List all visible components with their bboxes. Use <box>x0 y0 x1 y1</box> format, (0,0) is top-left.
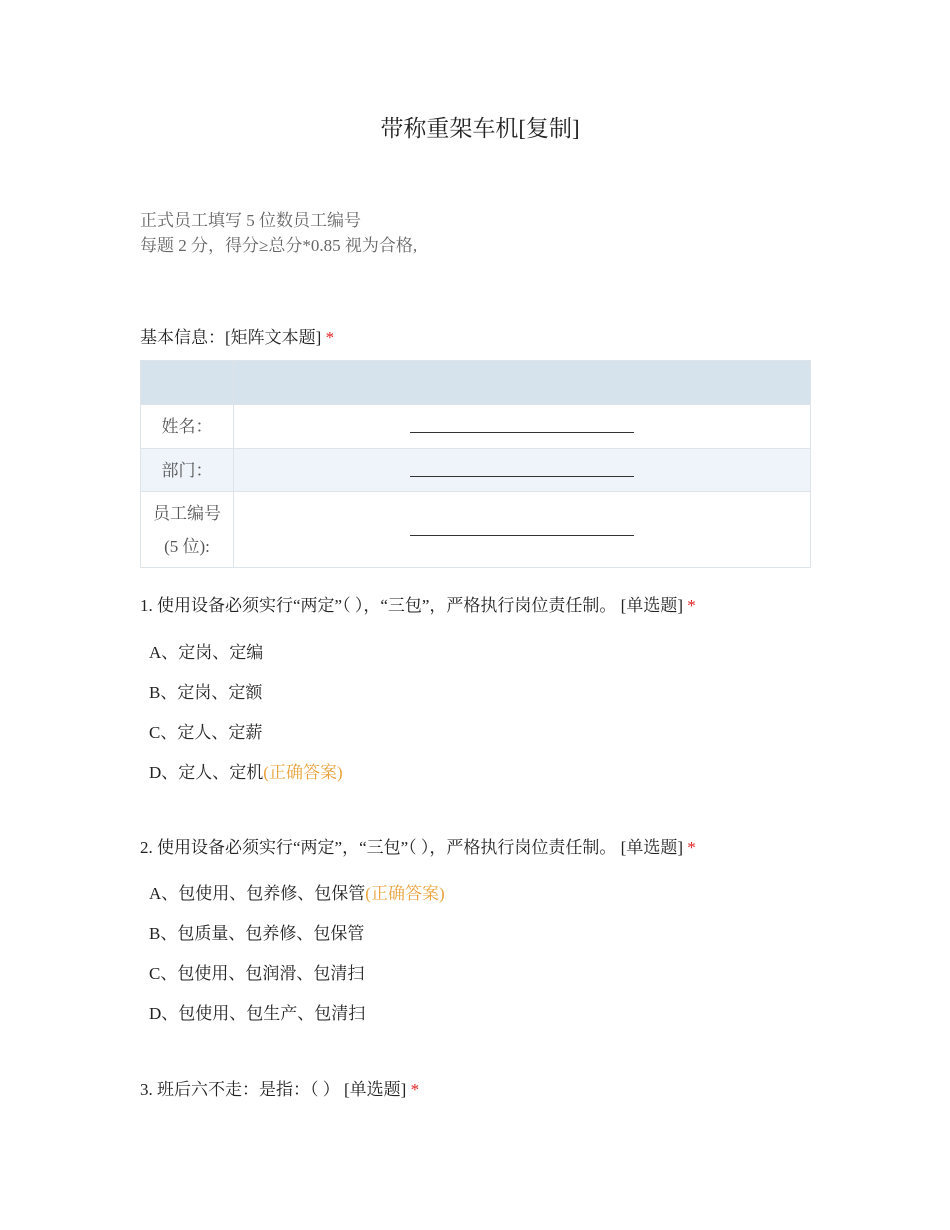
basic-info-title: 基本信息：[矩阵文本题] <box>140 328 322 347</box>
matrix-header-row <box>141 361 811 405</box>
correct-answer-tag: (正确答案) <box>263 763 343 782</box>
employee-id-label-line-2: (5 位): <box>164 536 210 556</box>
question-3-text: 3. 班后六不走：是指：（ ） [单选题] <box>140 1080 407 1099</box>
basic-info-label <box>140 323 334 348</box>
basic-info-matrix <box>140 360 811 568</box>
name-label: 姓名： <box>141 405 234 449</box>
q1-option-b[interactable]: B、定岗、定额 <box>149 683 263 702</box>
employee-id-underline <box>410 535 634 536</box>
intro-line-2: 每题 2 分，得分≥总分*0.85 视为合格, <box>140 236 418 255</box>
question-1-text: 1. 使用设备必须实行“两定”（ ），“三包”，严格执行岗位责任制。 [单选题] <box>140 596 684 615</box>
q2-option-b[interactable]: B、包质量、包养修、包保管 <box>149 924 365 943</box>
name-input[interactable] <box>234 405 811 449</box>
intro-text <box>140 208 417 258</box>
department-input[interactable] <box>234 449 811 492</box>
required-asterisk: * <box>687 838 696 857</box>
department-label: 部门： <box>141 449 234 492</box>
question-2 <box>140 833 696 858</box>
question-2-text: 2. 使用设备必须实行“两定”，“三包”（ ），严格执行岗位责任制。 [单选题] <box>140 838 684 857</box>
employee-id-label-line-1: 员工编号 <box>153 503 221 523</box>
q2-option-a[interactable] <box>149 879 445 904</box>
q1-option-d-text: D、定人、定机 <box>149 763 264 782</box>
name-underline <box>410 432 634 433</box>
q2-option-c[interactable]: C、包使用、包润滑、包清扫 <box>149 964 365 983</box>
department-underline <box>410 476 634 477</box>
employee-id-label <box>141 492 234 568</box>
matrix-row-department <box>141 449 811 492</box>
q1-option-c[interactable]: C、定人、定薪 <box>149 723 263 742</box>
question-3 <box>140 1075 419 1100</box>
matrix-row-name <box>141 405 811 449</box>
matrix-header-cell <box>141 361 234 405</box>
required-asterisk: * <box>325 328 335 347</box>
matrix-row-employee-id <box>141 492 811 568</box>
required-asterisk: * <box>687 596 696 615</box>
q1-option-d[interactable] <box>149 758 343 783</box>
matrix-header-cell <box>234 361 811 405</box>
correct-answer-tag: (正确答案) <box>365 884 445 903</box>
q2-option-a-text: A、包使用、包养修、包保管 <box>149 884 366 903</box>
q2-option-d[interactable]: D、包使用、包生产、包清扫 <box>149 1004 366 1023</box>
question-1 <box>140 591 696 616</box>
page-title: 带称重架车机[复制] <box>380 116 580 141</box>
intro-line-1: 正式员工填写 5 位数员工编号 <box>140 211 361 230</box>
required-asterisk: * <box>410 1080 420 1099</box>
employee-id-input[interactable] <box>234 492 811 568</box>
q1-option-a[interactable]: A、定岗、定编 <box>149 643 264 662</box>
